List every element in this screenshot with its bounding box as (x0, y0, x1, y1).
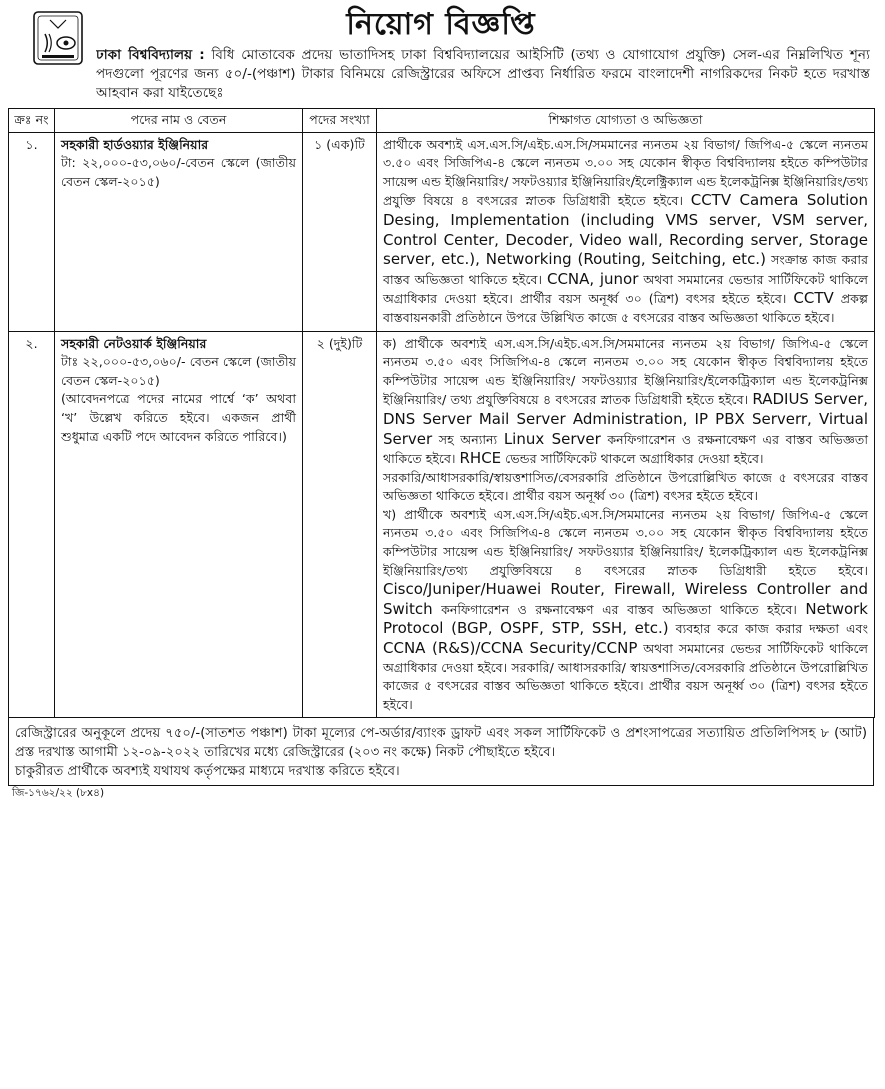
qualification-text: প্রকল্প বাস্তবায়নকারী প্রতিষ্ঠানে উপরে উল্লিখিত কাজে ৫ বৎসরের বাস্তব অভিজ্ঞতা থাকিতে হইবে। (383, 291, 868, 325)
post-note: (আবেদনপত্রে পদের নামের পার্শ্বে ‘ক’ অথবা ‘খ’ উল্লেখ করিতে হইবে। একজন প্রার্থী শুধুমাত্র একটি পদে আবেদন করিতে পারিবে।) (61, 391, 296, 444)
row-serial: ২. (9, 331, 55, 718)
post-count: ১ (এক)টি (303, 132, 377, 331)
footer-text: চাকুরীরত প্রার্থীকে অবশ্যই যথাযথ কর্তৃপক্ষের মাধ্যমে দরখাস্ত করিতে হইবে। (15, 764, 400, 780)
qualification-text-en: CCNA (R&S)/CCNA Security/CCNP (383, 639, 638, 658)
table-row (9, 331, 875, 718)
qualification-text: ক) প্রার্থীকে অবশ্যই এস.এস.সি/এইচ.এস.সি/সমমানের ন্যনতম ২য় বিভাগ/ জিপিএ-৫ স্কেলে ন্যনতম ৩.৫০ এবং সিজিপিএ-৪ স্কেলে ন্যনতম ৩.০০ সহ যেকোন স্বীকৃত বিশ্ববিদ্যালয় হইতে কম্পিউটার সায়েন্স এন্ড ইঞ্জিনিয়ারিং/ সফটওয়্যার ইঞ্জিনিয়ারিং/ইলেকট্রিক্যাল এন্ড ইলেকট্রনিক্স ইঞ্জিনিয়ারিং/ তথ্য প্রযুক্তিবিষয়ে ৪ বৎসরের স্নাতক ডিগ্রিধারী হইতে হইবে। (383, 335, 868, 408)
qualification-cell (377, 132, 875, 331)
qualification-text: কনফিগারেশন ও রক্ষনাবেক্ষণ এর বাস্তব অভিজ্ঞতা থাকিতে হইবে। (383, 431, 868, 467)
footer-instructions (8, 718, 874, 786)
qualification-text-en: Linux Server (503, 429, 601, 448)
post-count: ২ (দুই)টি (303, 331, 377, 718)
qualification-text: ভেন্ডর সার্টিফিকেট থাকলে অগ্রাধিকার দেওয়া হইবে। (505, 451, 764, 467)
qualification-text-en: Network Protocol (BGP, OSPF, STP, SSH, etc.) (383, 599, 868, 638)
notice-page (8, 4, 874, 800)
qualification-text: সহ অন্যান্য (438, 431, 498, 447)
qualification-text-en: RHCE (459, 449, 502, 468)
post-salary: টাঃ ২২,০০০-৫৩,০৬০/- বেতন স্কেলে (জাতীয় বেতন স্কেল-২০১৫) (61, 354, 296, 388)
qualification-text-en: RADIUS Server, DNS Server Mail Server Administration, IP PBX Serverr, Virtual Server (383, 390, 868, 448)
header-count: পদের সংখ্যা (303, 109, 377, 133)
footer-text: রেজিস্ট্রারের অনুকূলে প্রদেয় ৭৫০/-(সাতশত পঞ্চাশ) টাকা মূল্যের পে-অর্ডার/ব্যাংক ড্রাফট এবং সকল সার্টিফিকেট ও প্রশংসাপত্রের সত্যায়িত প্রতিলিপিসহ ৮ (আট) প্রস্ত দরখাস্ত আগামী ১২-০৯-২০২২ তারিখের মধ্যে রেজিস্ট্রারের (২০৩ নং কক্ষে) নিকট পৌছাইতে হইবে। (15, 726, 867, 761)
qualification-text-en: CCNA, junor (546, 269, 639, 288)
qualification-cell (377, 331, 875, 718)
publication-code: জি-১৭৬২/২২ (৮x৪) (12, 787, 105, 800)
header-serial: ক্রঃ নং (9, 109, 55, 133)
post-cell (55, 331, 303, 718)
qualification-text-en: Cisco/Juniper/Huawei Router, Firewall, Wireless Controller and Switch (383, 580, 868, 618)
qualification-text: অথবা সমমানের ভেন্ডার সার্টিফিকেট থাকিলে অগ্রাধিকার দেওয়া হইবে। প্রার্থীর বয়স অনূর্ধ্ব ৩০ (ত্রিশ) বৎসর হইতে হইবে। (383, 271, 868, 307)
qualification-text: খ) প্রার্থীকে অবশ্যই এস.এস.সি/এইচ.এস.সি/সমমানের ন্যনতম ২য় বিভাগ/ জিপিএ-৫ স্কেলে ন্যনতম ৩.৫০ এবং সিজিপিএ-৪ স্কেলে ন্যনতম ৩.০০ সহ যেকোন স্বীকৃত বিশ্ববিদ্যালয় হইতে কম্পিউটার সায়েন্স এন্ড ইঞ্জিনিয়ারিং/ সফটওয়্যার ইঞ্জিনিয়ারিং/ ইলেকট্রিক্যাল এন্ড ইলেকট্রনিক্স ইঞ্জিনিয়ারিং/তথ্য প্রযুক্তিবিষয়ে ৪ বৎসরের স্নাতক ডিগ্রিধারী হইতে হইবে। (383, 506, 868, 578)
table-row (9, 132, 875, 331)
page-title: নিয়োগ বিজ্ঞপ্তি (346, 7, 536, 42)
qualification-text-en: CCTV Camera Solution Desing, Implementation (including VMS server, VSM server, Control Center, Decoder, Video wall, Recording server, Storage server, etc.), Networking (Routing, Seitching, etc.) (383, 191, 868, 269)
table-header-row (9, 109, 875, 133)
post-cell (55, 132, 303, 331)
post-salary: টা: ২২,০০০-৫৩,০৬০/-বেতন স্কেলে (জাতীয় বেতন স্কেল-২০১৫) (61, 155, 296, 189)
qualification-option-ka (383, 335, 868, 469)
qualification-text: সংক্রান্ত কাজ করার বাস্তব অভিজ্ঞতা থাকিতে হইবে। (383, 252, 868, 287)
qualification-text: কনফিগারেশন ও রক্ষনাবেক্ষণ এর বাস্তব অভিজ্ঞতা থাকিতে হইবে। (441, 601, 797, 617)
qualification-text: ব্যবহার করে কাজ করার দক্ষতা এবং (675, 621, 868, 637)
vacancy-table (8, 108, 875, 718)
qualification-text-en: CCTV (793, 289, 834, 308)
qualification-text: অথবা সমমানের ভেন্ডর সার্টিফিকেট থাকিলে অগ্রাধিকার দেওয়া হইবে। সরকারি/ আধাসরকারি/ স্বায়ত্তশাসিত/বেসরকারি প্রতিষ্ঠানে উপরোল্লিখিত কাজের ৫ বৎসরের বাস্তব অভিজ্ঞতা থাকিতে হইবে। প্রার্থীর বয়স অনূর্ধ্ব ৩০ (ত্রিশ) বৎসর হইতে হইবে। (383, 641, 868, 712)
intro-paragraph (96, 46, 870, 104)
header-qualification: শিক্ষাগত যোগ্যতা ও অভিজ্ঞতা (377, 109, 875, 133)
qualification-text: সরকারি/আধাসরকারি/স্বায়ত্তশাসিত/বেসরকারি প্রতিষ্ঠানে উপরোল্লিখিত কাজে ৫ বৎসরের বাস্তব অভিজ্ঞতা থাকিতে হইবে। প্রার্থীর বয়স অনূর্ধ্ব ৩০ (ত্রিশ) বৎসর হইতে হইবে। (383, 469, 868, 504)
qualification-text: প্রার্থীকে অবশ্যই এস.এস.সি/এইচ.এস.সি/সমমানের ন্যনতম ২য় বিভাগ/ জিপিএ-৫ স্কেলে ন্যনতম ৩.৫০ এবং সিজিপিএ-৪ স্কেলে ন্যনতম ৩.০০ সহ যেকোন স্বীকৃত বিশ্ববিদ্যালয় হইতে কম্পিউটার সায়েন্স এন্ড ইঞ্জিনিয়ারিং/ সফটওয়্যার ইঞ্জিনিয়ারিং/ইলেক্ট্রিক্যাল এন্ড ইলেকট্রনিক্স ইঞ্জিনিয়ারিং/তথ্য প্রযুক্তি বিষয়ে ৪ বৎসরের স্নাতক ডিগ্রিধারী হইতে হইবে। (383, 136, 868, 209)
qualification-option-kha (383, 506, 868, 715)
header-post: পদের নাম ও বেতন (55, 109, 303, 133)
row-serial: ১. (9, 132, 55, 331)
post-name: সহকারী হার্ডওয়্যার ইঞ্জিনিয়ার (61, 136, 209, 152)
intro-organization: ঢাকা বিশ্ববিদ্যালয় : (96, 47, 205, 63)
post-name: সহকারী নেটওয়ার্ক ইঞ্জিনিয়ার (61, 335, 207, 351)
intro-text: বিধি মোতাবেক প্রদেয় ভাতাদিসহ ঢাকা বিশ্ববিদ্যালয়ের আইসিটি (তথ্য ও যোগাযোগ প্রযুক্তি) সেল-এর নিম্নলিখিত শূন্য পদগুলো পূরণের জন্য ৫০/-(পঞ্চাশ) টাকার বিনিময়ে রেজিস্ট্রারের অফিসে প্রাপ্তব্য নির্ধারিত ফরমে বাংলাদেশী নাগরিকদের নিকট হতে দরখাস্ত আহবান করা যাইতেছেঃ (96, 47, 870, 101)
university-seal-icon (28, 8, 88, 68)
